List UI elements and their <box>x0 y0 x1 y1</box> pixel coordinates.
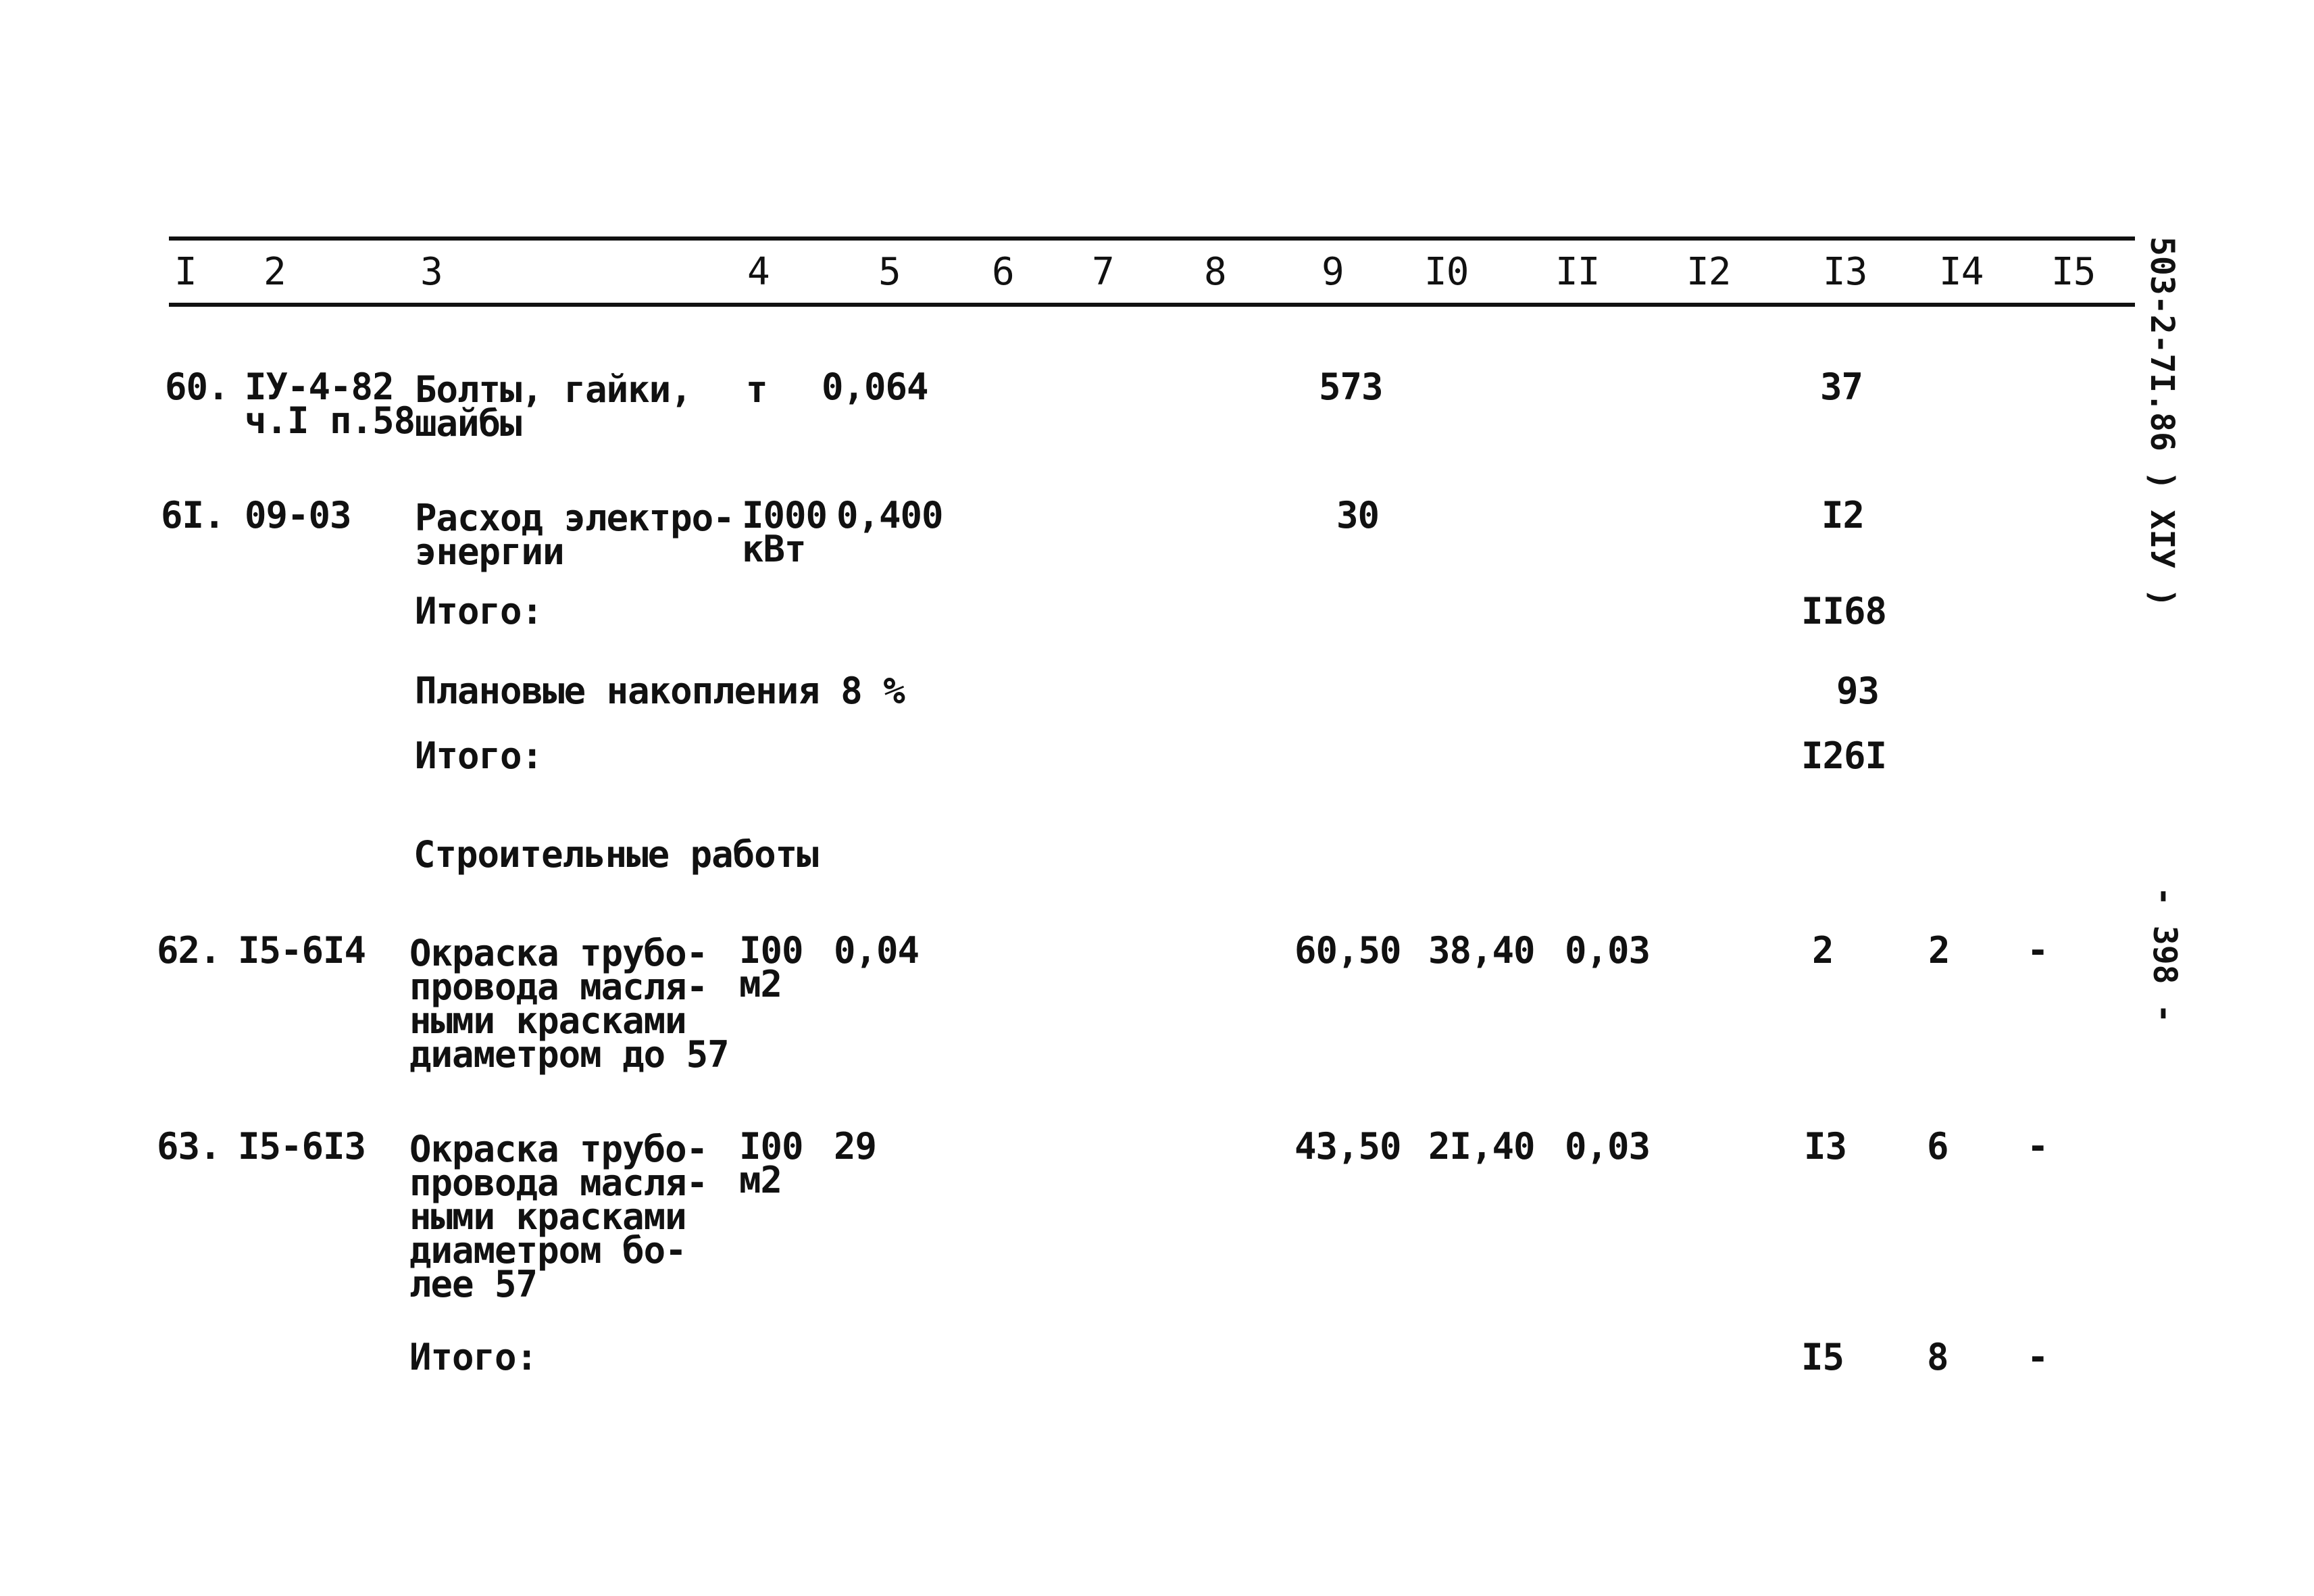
col-header-14: I4 <box>1939 250 1984 294</box>
final-total-col14: 8 <box>1927 1336 1948 1378</box>
row-name: Окраска трубо- провода масля- ными красками диаметром бо- лее 57 <box>409 1128 708 1305</box>
row-col10: 38,40 <box>1428 929 1535 972</box>
final-total-col15: - <box>2027 1336 2048 1378</box>
total-value: I26I <box>1801 734 1887 777</box>
header-top-rule <box>169 236 2135 241</box>
row-number: 62. <box>157 929 221 972</box>
row-code: IУ-4-82 ч.I п.58 <box>245 366 416 442</box>
row-unit: I000 кВт <box>742 494 828 570</box>
row-qty: 0,04 <box>834 929 920 972</box>
row-col14: 2 <box>1928 929 1950 972</box>
col-header-9: 9 <box>1322 250 1344 294</box>
col-header-6: 6 <box>992 250 1014 294</box>
row-col9: 60,50 <box>1294 929 1401 972</box>
subtotal-label: Итого: <box>415 590 543 632</box>
row-col14: 6 <box>1927 1125 1948 1168</box>
header-bottom-rule <box>169 303 2135 307</box>
row-col11: 0,03 <box>1565 1125 1651 1168</box>
row-code: I5-6I3 <box>238 1125 366 1168</box>
final-total-label: Итого: <box>409 1336 538 1378</box>
row-col15: - <box>2027 929 2048 972</box>
row-col13: 2 <box>1812 929 1834 972</box>
row-col9: 573 <box>1319 366 1383 408</box>
col-header-2: 2 <box>263 250 286 294</box>
row-col9: 30 <box>1336 494 1380 537</box>
section-title: Строительные работы <box>413 833 818 876</box>
row-number: 6I. <box>161 494 225 537</box>
row-col13: I2 <box>1821 494 1865 537</box>
col-header-7: 7 <box>1092 250 1114 294</box>
col-header-8: 8 <box>1204 250 1226 294</box>
row-qty: 0,064 <box>822 366 928 408</box>
row-col11: 0,03 <box>1565 929 1651 972</box>
row-name: Болты, гайки, шайбы <box>415 368 692 445</box>
document-code: 503-2-7I.86 ) XIУ ) <box>2143 236 2181 608</box>
page-number: - 398 - <box>2146 887 2184 1024</box>
row-col10: 2I,40 <box>1428 1125 1535 1168</box>
col-header-3: 3 <box>420 250 443 294</box>
row-name: Окраска трубо- провода масля- ными красками диаметром до 57 <box>409 932 729 1076</box>
row-col13: 37 <box>1820 366 1863 408</box>
savings-value: 93 <box>1836 670 1880 712</box>
row-number: 60. <box>165 366 229 408</box>
row-unit: т <box>746 368 768 411</box>
row-unit: I00 м2 <box>739 929 803 1005</box>
col-header-4: 4 <box>747 250 770 294</box>
row-qty: 0,400 <box>836 494 943 537</box>
col-header-13: I3 <box>1823 250 1867 294</box>
col-header-15: I5 <box>2051 250 2096 294</box>
col-header-12: I2 <box>1686 250 1731 294</box>
row-unit: I00 м2 <box>739 1125 803 1201</box>
row-col9: 43,50 <box>1294 1125 1401 1168</box>
col-header-5: 5 <box>878 250 901 294</box>
row-col15: - <box>2027 1125 2048 1168</box>
savings-label: Плановые накопления 8 % <box>415 670 905 712</box>
final-total-col13: I5 <box>1801 1336 1844 1378</box>
row-name: Расход электро- энергии <box>415 497 734 573</box>
row-col13: I3 <box>1804 1125 1847 1168</box>
row-number: 63. <box>157 1125 221 1168</box>
total-label: Итого: <box>415 734 543 777</box>
col-header-10: I0 <box>1424 250 1469 294</box>
row-code: I5-6I4 <box>238 929 366 972</box>
col-header-1: I <box>174 250 197 294</box>
row-qty: 29 <box>834 1125 877 1168</box>
col-header-11: II <box>1555 250 1600 294</box>
row-code: 09-03 <box>245 494 351 537</box>
subtotal-value: II68 <box>1801 590 1887 632</box>
